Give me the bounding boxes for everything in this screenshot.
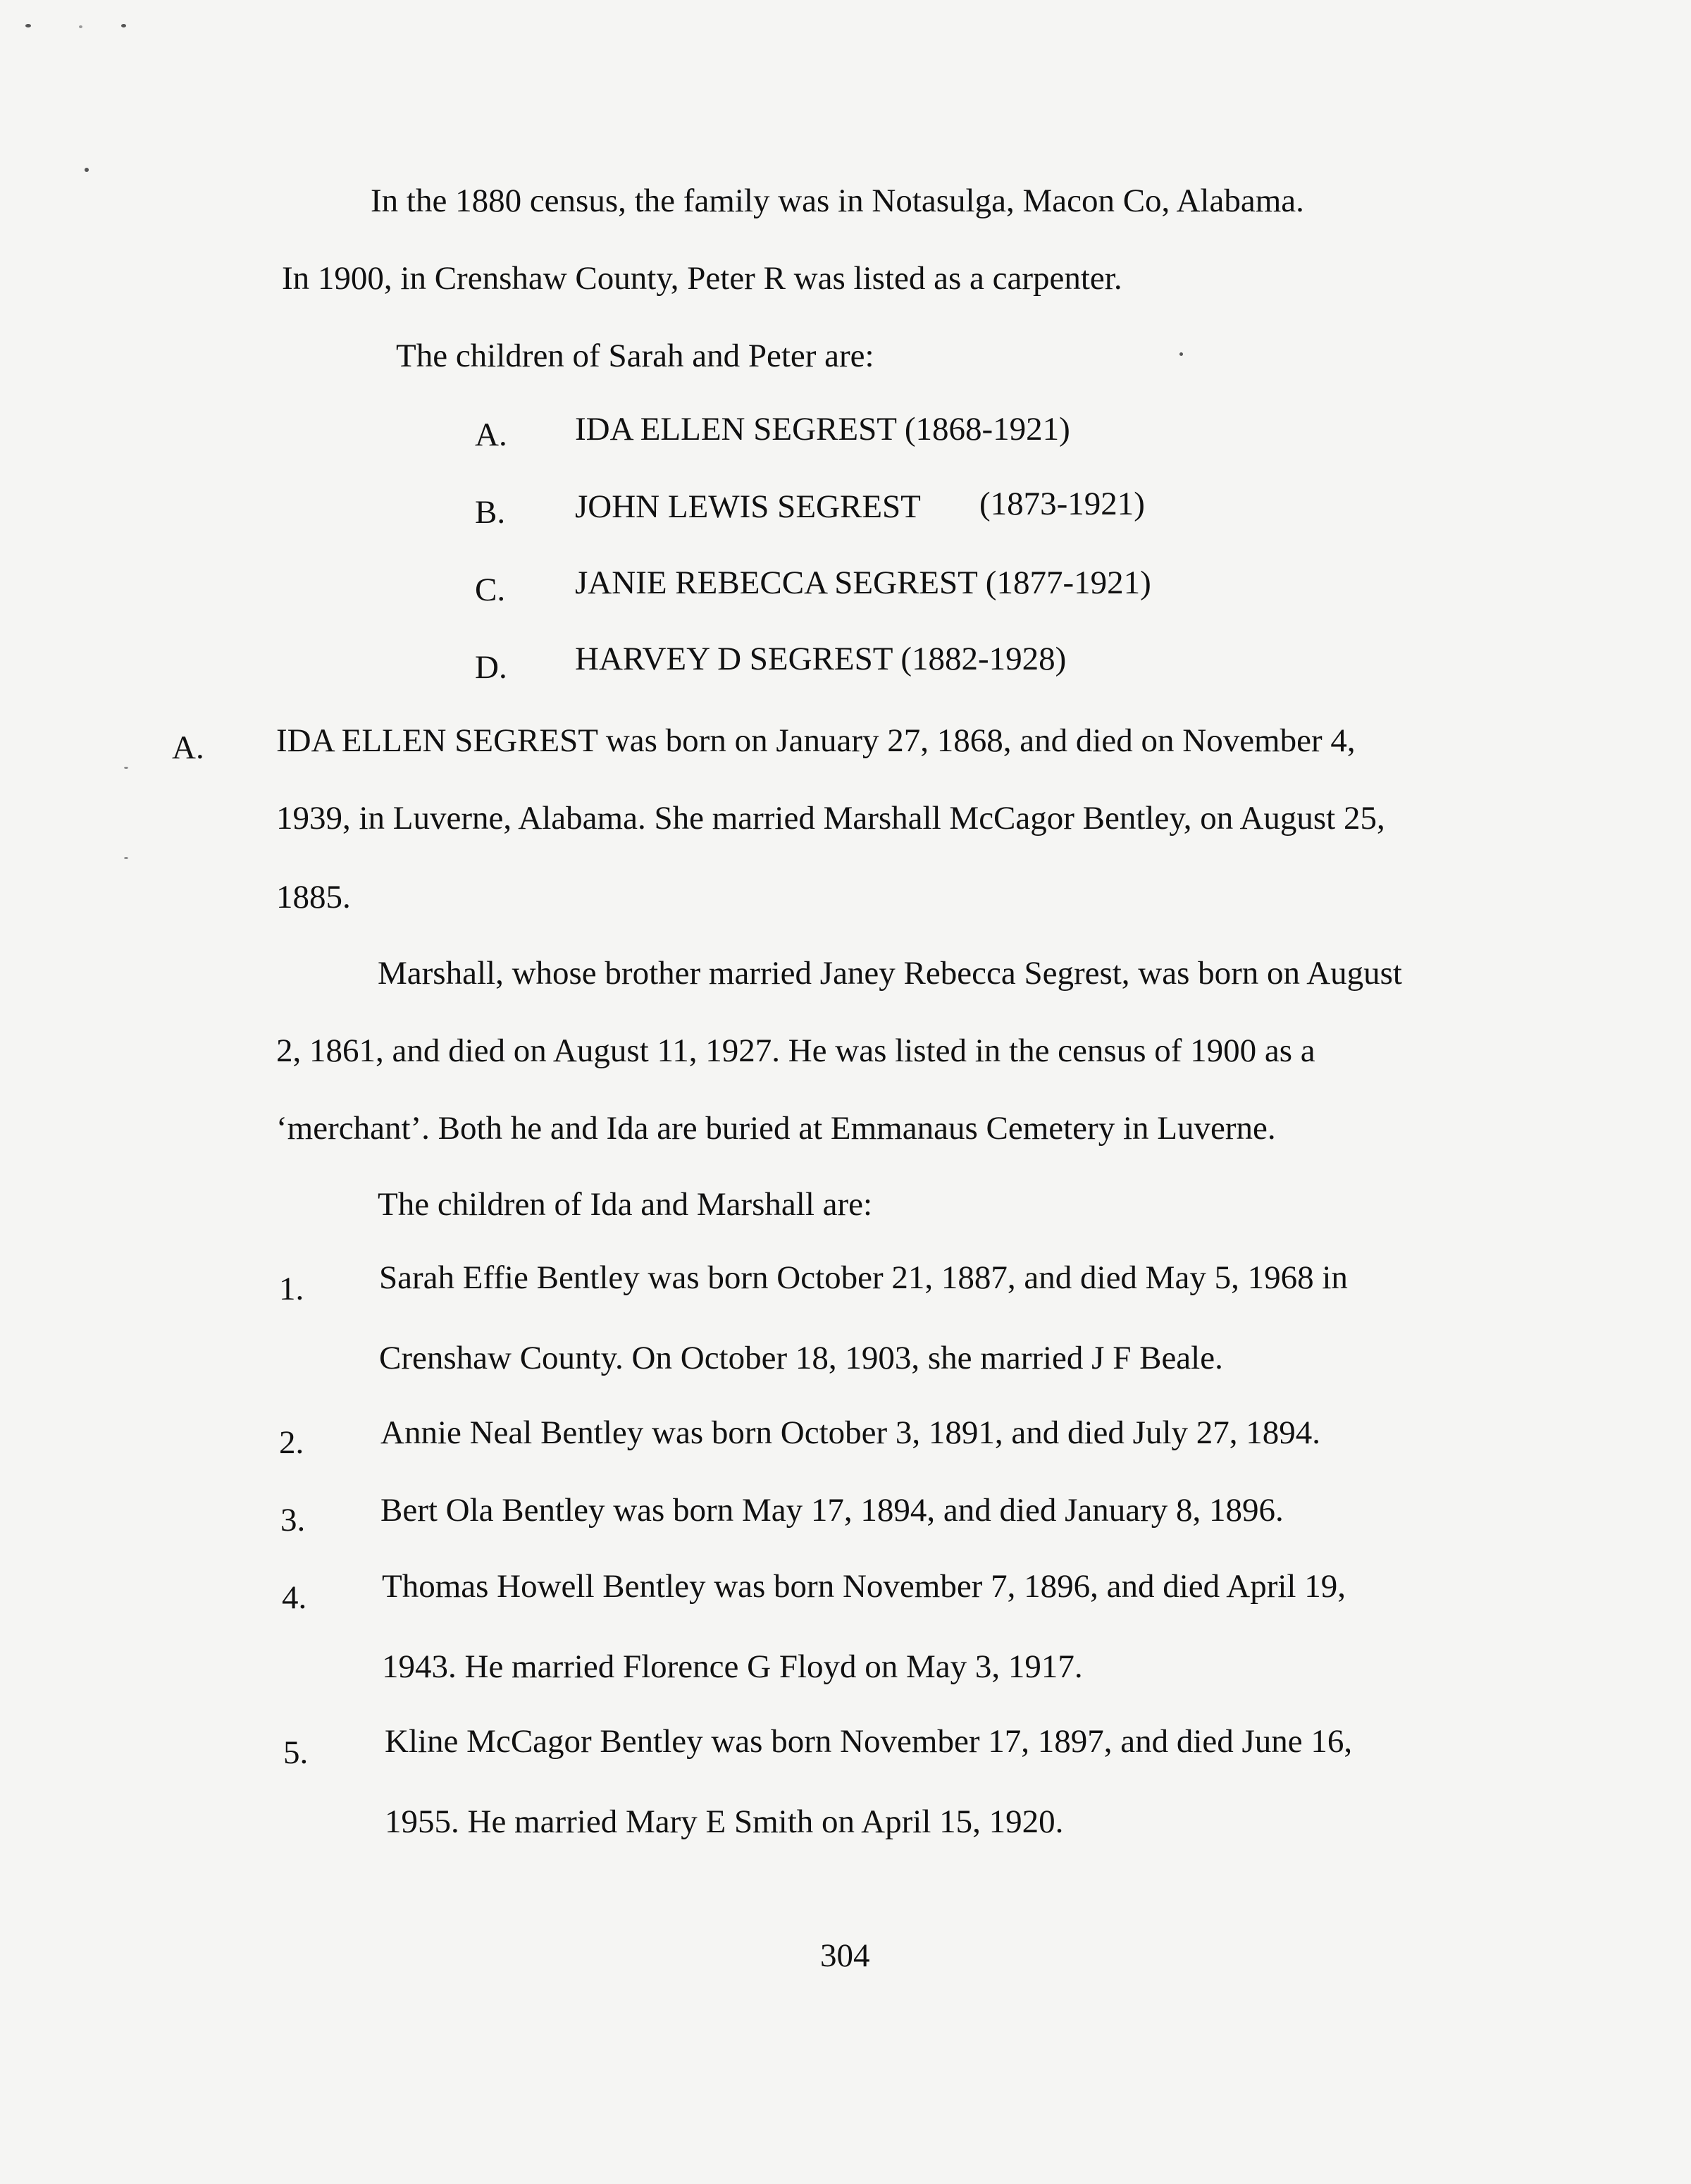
numbered-item-number: 3. <box>280 1502 306 1538</box>
numbered-item-number: 4. <box>282 1579 307 1616</box>
section-letter: A. <box>172 729 204 766</box>
intro-line-1: In the 1880 census, the family was in Notasulga, Macon Co, Alabama. <box>371 183 1304 219</box>
marshall-line-3: ‘merchant’. Both he and Ida are buried at Emmanaus Cemetery in Luverne. <box>276 1110 1276 1147</box>
intro-line-2: In 1900, in Crenshaw County, Peter R was listed as a carpenter. <box>282 260 1122 297</box>
scan-speck <box>1179 352 1183 356</box>
numbered-item-line: Sarah Effie Bentley was born October 21, 1887, and died May 5, 1968 in <box>379 1259 1348 1296</box>
marshall-line-2: 2, 1861, and died on August 11, 1927. He was listed in the census of 1900 as a <box>276 1032 1315 1069</box>
child-list-letter: B. <box>475 494 506 531</box>
child-list-letter: A. <box>475 417 507 453</box>
children-heading-ida-marshall: The children of Ida and Marshall are: <box>378 1186 873 1223</box>
numbered-item-number: 2. <box>279 1424 304 1461</box>
child-list-name: JANIE REBECCA SEGREST (1877-1921) <box>575 564 1151 601</box>
section-a-line-2: 1939, in Luverne, Alabama. She married Marshall McCagor Bentley, on August 25, <box>276 800 1385 837</box>
child-list-letter: C. <box>475 572 506 608</box>
section-a-line-3: 1885. <box>276 879 351 915</box>
numbered-item-number: 5. <box>283 1734 309 1771</box>
numbered-item-line: Thomas Howell Bentley was born November 7, 1896, and died April 19, <box>382 1568 1346 1605</box>
numbered-item-line: Annie Neal Bentley was born October 3, 1891, and died July 27, 1894. <box>380 1414 1321 1451</box>
scan-speck <box>85 168 89 172</box>
numbered-item-line: 1955. He married Mary E Smith on April 15, 1920. <box>385 1803 1064 1840</box>
marshall-line-1: Marshall, whose brother married Janey Rebecca Segrest, was born on August <box>378 955 1402 992</box>
child-list-letter: D. <box>475 649 507 686</box>
scan-speck <box>79 25 82 28</box>
child-list-name: IDA ELLEN SEGREST (1868-1921) <box>575 411 1070 448</box>
numbered-item-line: Crenshaw County. On October 18, 1903, she married J F Beale. <box>379 1340 1223 1376</box>
child-list-name: JOHN LEWIS SEGREST <box>575 488 921 525</box>
child-list-years: (1873-1921) <box>979 486 1145 522</box>
scan-speck <box>124 857 128 859</box>
numbered-item-line: Bert Ola Bentley was born May 17, 1894, and died January 8, 1896. <box>380 1492 1284 1529</box>
scan-speck <box>121 24 126 27</box>
section-a-line-1: IDA ELLEN SEGREST was born on January 27, 1868, and died on November 4, <box>276 722 1356 759</box>
child-list-name: HARVEY D SEGREST (1882-1928) <box>575 641 1067 677</box>
page-number: 304 <box>820 1937 870 1974</box>
numbered-item-number: 1. <box>279 1271 304 1307</box>
numbered-item-line: Kline McCagor Bentley was born November 17, 1897, and died June 16, <box>385 1723 1353 1760</box>
numbered-item-line: 1943. He married Florence G Floyd on May 3, 1917. <box>382 1648 1083 1685</box>
children-heading-sarah-peter: The children of Sarah and Peter are: <box>396 338 874 374</box>
scan-speck <box>124 767 128 769</box>
scan-speck <box>25 24 31 27</box>
